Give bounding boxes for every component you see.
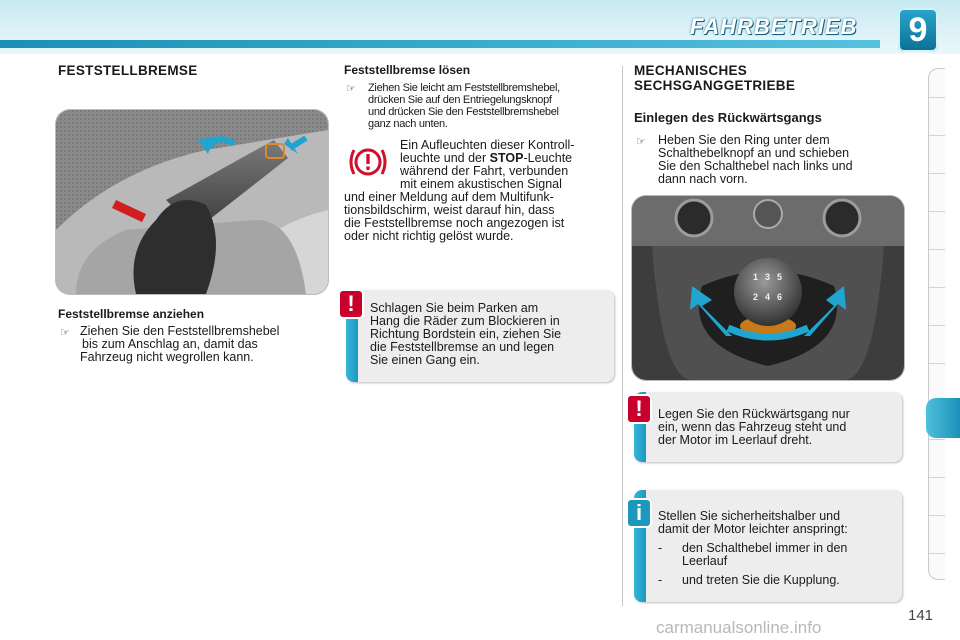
gear-label-1: 1: [753, 272, 759, 282]
reverse-gear-text: Heben Sie den Ring unter dem Schalthebelknopf an und schieben Sie den Schalthebel nach links und dann nach vorn.: [658, 133, 853, 186]
bullet-icon: ☞: [346, 83, 356, 95]
warning-icon: !: [628, 396, 650, 422]
active-chapter-tab: [926, 398, 960, 438]
warning-light-text-bottom: und einer Meldung auf dem Multifunk- tionsbildschirm, weist darauf hin, dass die Feststellbremse noch angezogen ist oder nicht richtig gelöst wurde.: [344, 190, 565, 243]
callout-text: Stellen Sie sicherheitshalber und damit der Motor leichter anspringt:: [658, 509, 848, 536]
gear-label-4: 4: [765, 292, 771, 302]
warning-light-text-top: Ein Aufleuchten dieser Kontroll- leuchte und der STOP-Leuchte während der Fahrt, verbunden mit einem akustischen Signal: [400, 138, 575, 191]
reverse-gear-callout: [634, 392, 902, 462]
gear-shift-photo: [632, 196, 904, 380]
bullet-icon: ☞: [60, 327, 70, 339]
chapter-number-badge: 9: [898, 8, 938, 52]
list-item: - den Schalthebel immer in den Leerlauf: [658, 541, 848, 568]
header-line: [0, 40, 880, 48]
release-brake-title: Feststellbremse lösen: [344, 63, 471, 77]
section-title-gearbox: MECHANISCHES SECHSGANGGETRIEBE: [634, 63, 796, 93]
list-item: - und treten Sie die Kupplung.: [658, 573, 840, 587]
callout-text: Schlagen Sie beim Parken am Hang die Räder zum Blockieren in Richtung Bordstein ein, ziehen Sie die Feststellbremse an und legen Sie einen Gang ein.: [370, 301, 562, 367]
release-brake-text: Ziehen Sie leicht am Feststellbremshebel, drücken Sie auf den Entriegelungsknopf und drücken Sie den Feststellbremshebel ganz nach unten.: [368, 82, 560, 130]
chapter-tab-strip: [928, 68, 945, 580]
safety-start-callout: [634, 490, 902, 602]
parking-brake-photo: [56, 110, 328, 294]
callout-text: Legen Sie den Rückwärtsgang nur ein, wenn das Fahrzeug steht und der Motor im Leerlauf dreht.: [658, 407, 850, 447]
watermark: carmanualsonline.info: [656, 618, 822, 637]
chapter-title: FAHRBETRIEB: [690, 14, 858, 39]
gear-label-3: 3: [765, 272, 771, 282]
page-number: 141: [908, 607, 934, 624]
warning-icon: !: [340, 291, 362, 317]
gear-label-6: 6: [777, 292, 783, 302]
brake-warning-light-icon: [346, 144, 390, 180]
column-divider: [622, 66, 623, 606]
callout-list: [658, 542, 898, 587]
apply-brake-text: Ziehen Sie den Feststellbremshebel bis zum Anschlag an, damit das Fahrzeug nicht wegrollen kann.: [80, 324, 280, 364]
gear-label-2: 2: [753, 292, 759, 302]
reverse-gear-title: Einlegen des Rückwärtsgangs: [634, 110, 822, 125]
parking-slope-callout: [346, 290, 614, 382]
section-title-parking-brake: FESTSTELLBREMSE: [58, 63, 198, 78]
bullet-icon: ☞: [636, 136, 646, 148]
gear-label-5: 5: [777, 272, 783, 282]
info-icon: i: [628, 500, 650, 526]
apply-brake-title: Feststellbremse anziehen: [58, 307, 205, 321]
